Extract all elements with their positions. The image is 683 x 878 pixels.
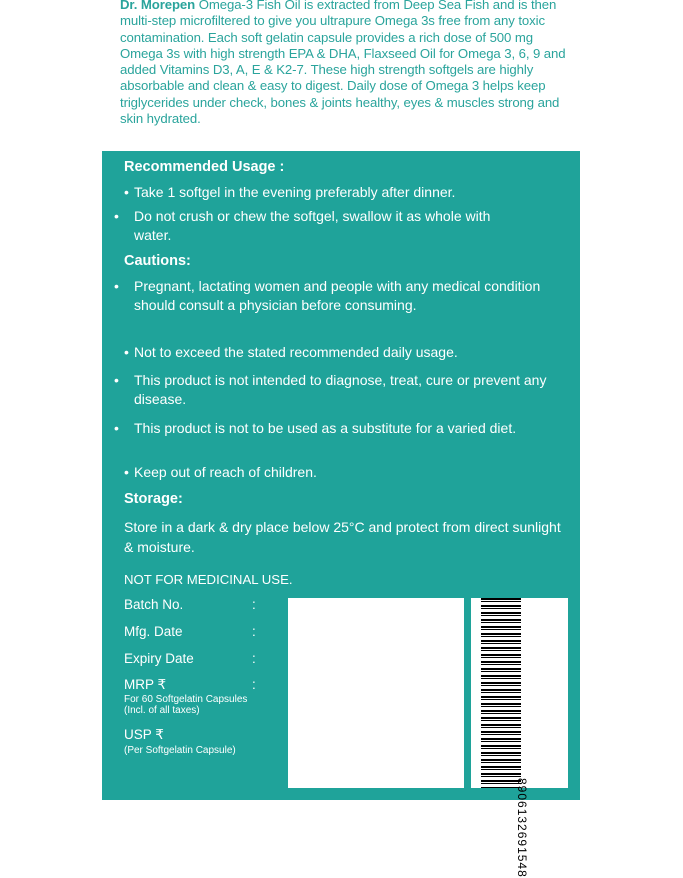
description-text: Omega-3 Fish Oil is extracted from Deep Sea Fish and is then multi-step microfiltered to give you ultrapure Omega 3s free from any toxic contamination. Each soft gelatin capsule provides a rich dose of 500 mg Omega 3s with high strength EPA & DHA, Flaxseed Oil for Omega 3, 6, 9 and added Vitamins D3, A, E & K2-7. These high strength softgels are highly absorbable and clean & easy to digest. Daily dose of Omega 3 helps keep triglycerides under check, bones & joints healthy, eyes & muscles strong and skin hydrated. (120, 0, 566, 127)
medicinal-notice: NOT FOR MEDICINAL USE. (124, 572, 293, 587)
mfg-colon: : (252, 624, 256, 639)
usage-item: • Take 1 softgel in the evening preferably after dinner. (124, 184, 456, 200)
product-label-panel (102, 0, 580, 878)
caution-item: • Pregnant, lactating women and people with any medical condition should consult a physician before consuming. (114, 278, 541, 313)
product-description (120, 0, 568, 127)
usp-label: USP ₹ (124, 727, 164, 742)
expiry-date-label: Expiry Date (124, 651, 194, 666)
mrp-label: MRP ₹ (124, 677, 167, 692)
batch-label: Batch No. (124, 597, 184, 612)
mrp-colon: : (252, 677, 256, 692)
info-section (102, 151, 580, 878)
batch-colon: : (252, 597, 256, 612)
caution-item: • Keep out of reach of children. (124, 464, 317, 480)
storage-text: Store in a dark & dry place below 25°C and protect from direct sunlight & moisture. (124, 519, 561, 555)
caution-item: • This product is not intended to diagnose, treat, cure or prevent any disease. (114, 372, 547, 407)
cautions-heading: Cautions: (124, 253, 191, 269)
usp-note: (Per Softgelatin Capsule) (124, 745, 236, 756)
expiry-colon: : (252, 651, 256, 666)
mfg-date-label: Mfg. Date (124, 624, 183, 639)
barcode-panel (471, 598, 568, 878)
print-area-box (288, 598, 464, 788)
barcode-number: 8906132691548 (515, 778, 529, 878)
mrp-note-quantity: For 60 Softgelatin Capsules (124, 694, 248, 705)
barcode-bars (481, 598, 521, 788)
storage-heading: Storage: (124, 491, 183, 507)
brand-name: Dr. Morepen (120, 0, 196, 12)
caution-item: • This product is not to be used as a substitute for a varied diet. (114, 420, 517, 436)
mrp-note-taxes: (Incl. of all taxes) (124, 705, 200, 716)
caution-item: • Not to exceed the stated recommended daily usage. (124, 344, 458, 360)
usage-heading: Recommended Usage : (124, 159, 285, 175)
usage-item: • Do not crush or chew the softgel, swallow it as whole with water. (114, 208, 491, 243)
